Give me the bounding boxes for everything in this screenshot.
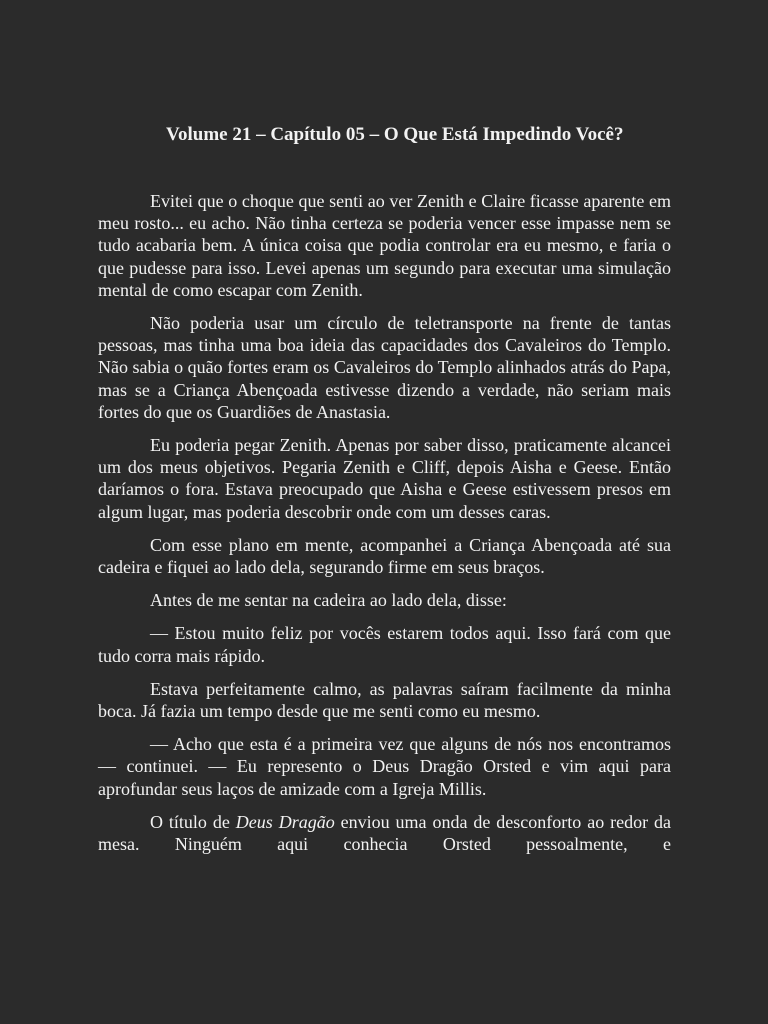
paragraph: — Acho que esta é a primeira vez que alguns de nós nos encontramos — continuei. — Eu represento o Deus Dragão Orsted e vim aqui para aprofundar seus laços de amizade com a Igreja Millis. [98, 734, 671, 799]
paragraph: Com esse plano em mente, acompanhei a Criança Abençoada até sua cadeira e fiquei ao lado dela, segurando firme em seus braços. [98, 534, 671, 578]
paragraph: Antes de me sentar na cadeira ao lado dela, disse: [150, 590, 507, 611]
paragraph-continued [98, 811, 671, 855]
paragraph: Estava perfeitamente calmo, as palavras saíram facilmente da minha boca. Já fazia um tempo desde que me senti como eu mesmo. [98, 678, 671, 722]
emphasized-text: Deus Dragão [235, 811, 335, 832]
paragraph: Eu poderia pegar Zenith. Apenas por saber disso, praticamente alcancei um dos meus objetivos. Pegaria Zenith e Cliff, depois Aisha e Geese. Então daríamos o fora. Estava preocupado que Aisha e Geese estivessem presos em algum lugar, mas poderia descobrir onde com um desses caras. [98, 435, 671, 522]
paragraph: — Estou muito feliz por vocês estarem todos aqui. Isso fará com que tudo corra mais rápido. [98, 623, 671, 666]
paragraph: Não poderia usar um círculo de teletransporte na frente de tantas pessoas, mas tinha uma boa ideia das capacidades dos Cavaleiros do Templo. Não sabia o quão fortes eram os Cavaleiros do Templo alinhados atrás do Papa, mas se a Criança Abençoada estivesse dizendo a verdade, não seriam mais fortes do que os Guardiões de Anastasia. [98, 313, 671, 422]
chapter-title: Volume 21 – Capítulo 05 – O Que Está Impedindo Você? [166, 124, 624, 145]
document-page [98, 122, 671, 866]
paragraph-text: O título de [150, 811, 236, 832]
paragraph: Evitei que o choque que senti ao ver Zenith e Claire ficasse aparente em meu rosto... eu acho. Não tinha certeza se poderia vencer esse impasse nem se tudo acabaria bem. A única coisa que podia controlar era eu mesmo, e faria o que pudesse para isso. Levei apenas um segundo para executar uma simulação mental de como escapar com Zenith. [98, 191, 671, 300]
paragraph-text: enviou uma onda de desconforto ao redor da mesa. Ninguém aqui conhecia Orsted pessoalmente, e [98, 811, 671, 855]
